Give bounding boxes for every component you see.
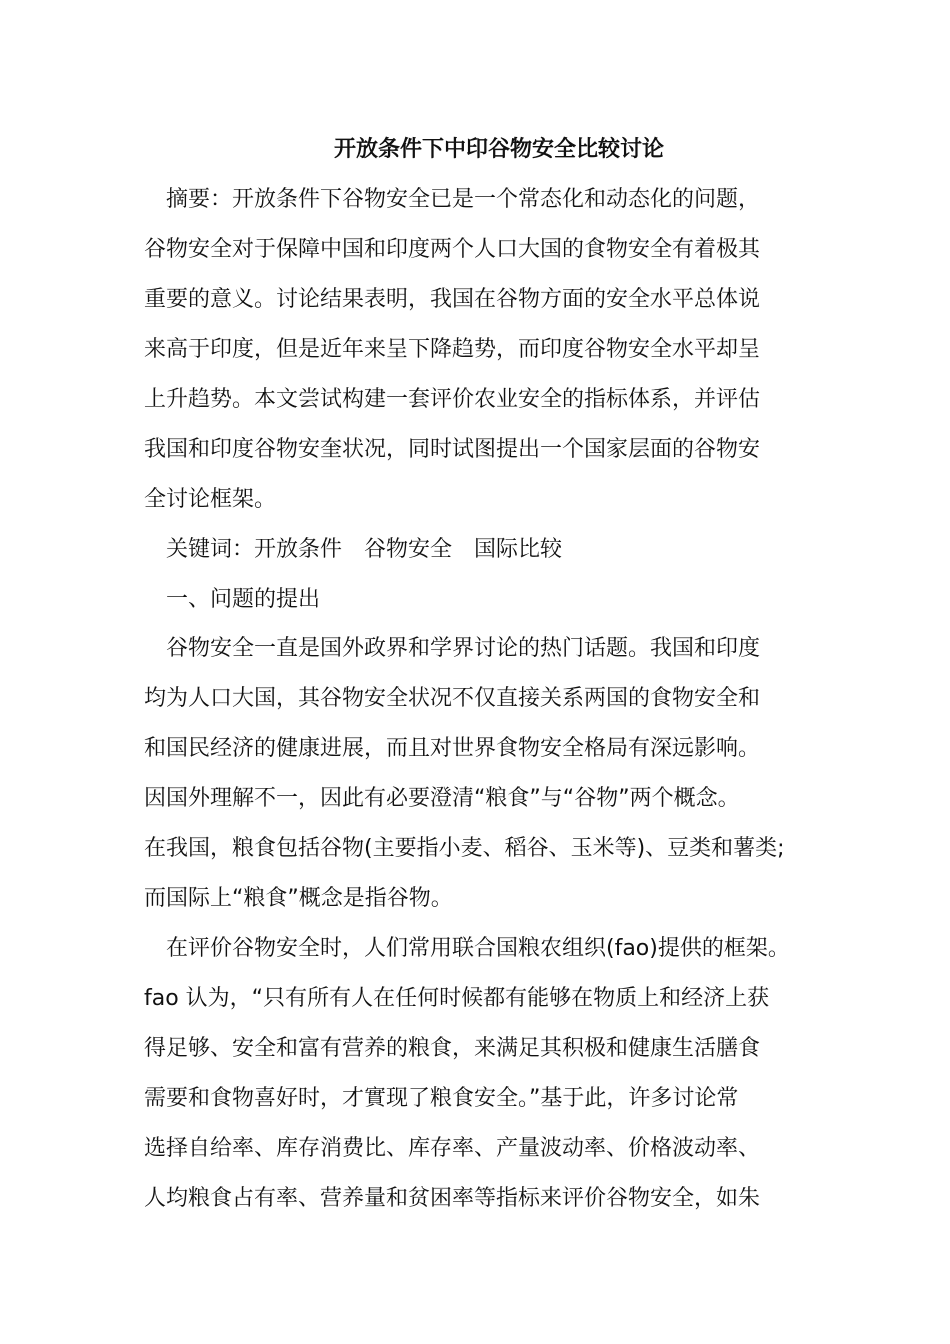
paragraph2-line-4: 需要和食物喜好时，才實现了粮食安全。”基于此，许多讨论常 — [144, 1086, 739, 1111]
paragraph1-line-5: 在我国，粮食包括谷物(主要指小麦、稻谷、玉米等)、豆类和薯类; — [144, 836, 785, 861]
abstract-line-1: 摘要：开放条件下谷物安全已是一个常态化和动态化的问题， — [166, 187, 761, 212]
abstract-line-7: 全讨论框架。 — [144, 487, 277, 512]
section-heading: 一、问题的提出 — [166, 587, 321, 612]
paragraph1-line-2: 均为人口大国，其谷物安全状况不仅直接关系两国的食物安全和 — [144, 686, 761, 711]
keywords-line: 关键词：开放条件 谷物安全 国际比较 — [166, 537, 563, 562]
paragraph1-line-6: 而国际上“粮食”概念是指谷物。 — [144, 886, 453, 911]
paragraph1-line-3: 和国民经济的健康进展，而且对世界食物安全格局有深远影响。 — [144, 736, 761, 761]
abstract-line-5: 上升趋势。本文尝试构建一套评价农业安全的指标体系，并评估 — [144, 387, 761, 412]
paragraph2-line-2: fao 认为，“只有所有人在任何时候都有能够在物质上和经济上获 — [144, 986, 770, 1011]
paragraph1-line-4: 因国外理解不一，因此有必要澄清“粮食”与“谷物”两个概念。 — [144, 786, 740, 811]
abstract-line-3: 重要的意义。讨论结果表明，我国在谷物方面的安全水平总体说 — [144, 287, 761, 312]
paragraph2-line-5: 选择自给率、库存消费比、库存率、产量波动率、价格波动率、 — [144, 1136, 761, 1161]
paragraph2-line-6: 人均粮食占有率、营养量和贫困率等指标来评价谷物安全，如朱 — [144, 1186, 761, 1211]
document-title: 开放条件下中印谷物安全比较讨论 — [333, 137, 664, 162]
paragraph1-line-1: 谷物安全一直是国外政界和学界讨论的热门话题。我国和印度 — [166, 636, 761, 661]
paragraph2-line-1: 在评价谷物安全时，人们常用联合国粮农组织(fao)提供的框架。 — [166, 936, 790, 961]
abstract-line-4: 来高于印度，但是近年来呈下降趋势，而印度谷物安全水平却呈 — [144, 337, 761, 362]
abstract-line-6: 我国和印度谷物安奎状况，同时试图提出一个国家层面的谷物安 — [144, 437, 761, 462]
paragraph2-line-3: 得足够、安全和富有营养的粮食，来满足其积极和健康生活膳食 — [144, 1036, 761, 1061]
abstract-line-2: 谷物安全对于保障中国和印度两个人口大国的食物安全有着极其 — [144, 237, 761, 262]
